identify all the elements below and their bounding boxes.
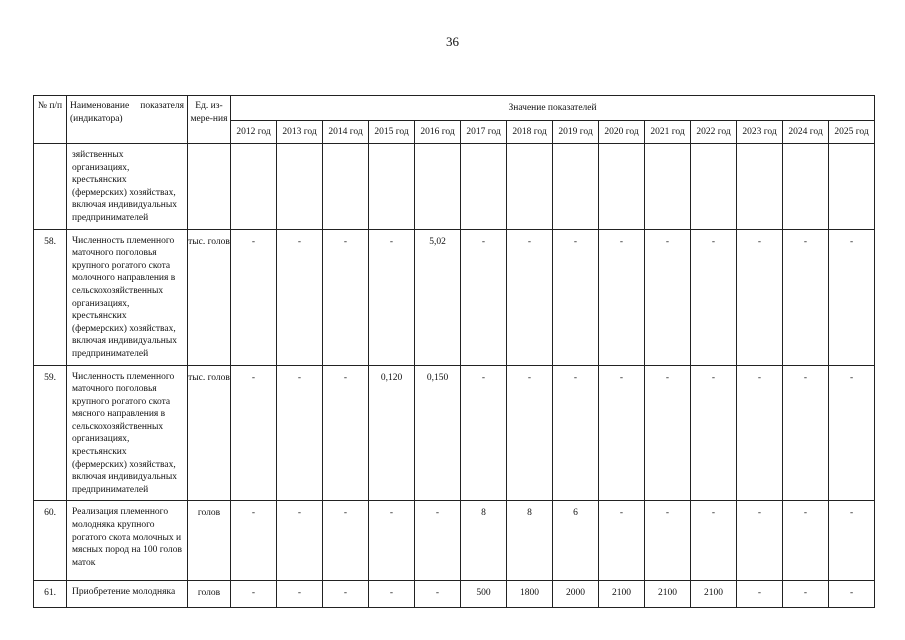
indicator-value xyxy=(599,144,645,230)
indicator-value xyxy=(369,144,415,230)
indicator-unit: голов xyxy=(188,581,231,608)
indicator-value xyxy=(231,144,277,230)
indicator-value: - xyxy=(691,365,737,501)
row-number: 59. xyxy=(34,365,67,501)
indicator-value: - xyxy=(323,229,369,365)
table-header-row xyxy=(34,96,875,121)
indicator-value: - xyxy=(599,229,645,365)
indicator-value: 0,150 xyxy=(415,365,461,501)
indicator-value: 2100 xyxy=(645,581,691,608)
indicator-value: 5,02 xyxy=(415,229,461,365)
indicator-value: - xyxy=(369,581,415,608)
indicator-value: - xyxy=(369,229,415,365)
indicator-value: - xyxy=(323,581,369,608)
indicator-value xyxy=(645,144,691,230)
header-year: 2021 год xyxy=(645,121,691,144)
indicator-value: - xyxy=(323,501,369,581)
indicator-value: - xyxy=(737,581,783,608)
indicator-value: - xyxy=(783,581,829,608)
header-year: 2023 год xyxy=(737,121,783,144)
indicator-value xyxy=(415,144,461,230)
indicator-name: Численность племенного маточного поголовья крупного рогатого скота молочного направления в сельскохозяйственных организациях, крестьянских (фермерских) хозяйствах, включая индивидуальных предпринимателей xyxy=(67,229,188,365)
indicator-value: - xyxy=(737,501,783,581)
indicator-value: 8 xyxy=(461,501,507,581)
header-year: 2018 год xyxy=(507,121,553,144)
header-year: 2024 год xyxy=(783,121,829,144)
indicators-table xyxy=(33,95,875,608)
indicator-value xyxy=(507,144,553,230)
indicator-value: - xyxy=(599,365,645,501)
indicator-value xyxy=(461,144,507,230)
indicator-value: - xyxy=(415,581,461,608)
indicator-value: - xyxy=(231,581,277,608)
indicator-value: 8 xyxy=(507,501,553,581)
indicator-value: 2100 xyxy=(599,581,645,608)
indicator-value xyxy=(323,144,369,230)
indicator-value: - xyxy=(461,229,507,365)
indicator-name: Реализация племенного молодняка крупного рогатого скота молочных и мясных пород на 100 голов маток xyxy=(67,501,188,581)
indicator-value: - xyxy=(553,229,599,365)
indicator-unit: голов xyxy=(188,501,231,581)
indicator-unit: тыс. голов xyxy=(188,229,231,365)
indicator-value: - xyxy=(829,581,875,608)
indicator-unit xyxy=(188,144,231,230)
row-number: 61. xyxy=(34,581,67,608)
indicator-value: - xyxy=(231,501,277,581)
header-year: 2012 год xyxy=(231,121,277,144)
indicator-value: - xyxy=(369,501,415,581)
header-year: 2014 год xyxy=(323,121,369,144)
indicator-value xyxy=(737,144,783,230)
indicator-value: - xyxy=(829,501,875,581)
indicator-value: - xyxy=(737,365,783,501)
indicator-value: - xyxy=(691,501,737,581)
header-year: 2015 год xyxy=(369,121,415,144)
indicator-value: - xyxy=(507,229,553,365)
indicator-value: - xyxy=(507,365,553,501)
header-values: Значение показателей xyxy=(231,96,875,121)
indicator-value xyxy=(277,144,323,230)
indicator-value: - xyxy=(231,229,277,365)
indicator-value: - xyxy=(599,501,645,581)
header-unit: Ед. из-мере-ния xyxy=(188,96,231,144)
indicator-value: - xyxy=(783,365,829,501)
indicator-value: - xyxy=(645,501,691,581)
header-number: № п/п xyxy=(34,96,67,144)
indicator-value: - xyxy=(829,365,875,501)
indicator-value xyxy=(553,144,599,230)
indicator-value: - xyxy=(553,365,599,501)
indicator-value: 2000 xyxy=(553,581,599,608)
indicator-value: - xyxy=(277,365,323,501)
indicator-value: - xyxy=(277,581,323,608)
header-year: 2017 год xyxy=(461,121,507,144)
indicator-value: - xyxy=(231,365,277,501)
indicator-value: - xyxy=(829,229,875,365)
indicator-value: 1800 xyxy=(507,581,553,608)
table-row xyxy=(34,144,875,230)
header-year: 2020 год xyxy=(599,121,645,144)
indicator-value: 2100 xyxy=(691,581,737,608)
indicator-value xyxy=(691,144,737,230)
row-number: 60. xyxy=(34,501,67,581)
row-number xyxy=(34,144,67,230)
header-year: 2025 год xyxy=(829,121,875,144)
table-row xyxy=(34,365,875,501)
table-body xyxy=(34,144,875,608)
indicator-value: - xyxy=(783,501,829,581)
indicator-value: 500 xyxy=(461,581,507,608)
table-row xyxy=(34,229,875,365)
indicator-value: - xyxy=(783,229,829,365)
header-year: 2013 год xyxy=(277,121,323,144)
indicator-value xyxy=(783,144,829,230)
indicator-name: Приобретение молодняка xyxy=(67,581,188,608)
indicator-name: Численность племенного маточного поголовья крупного рогатого скота мясного направления в сельскохозяйственных организациях, крестьянских (фермерских) хозяйствах, включая индивидуальных предпринимателей xyxy=(67,365,188,501)
indicator-value: - xyxy=(691,229,737,365)
page-number: 36 xyxy=(446,34,459,49)
row-number: 58. xyxy=(34,229,67,365)
table-row xyxy=(34,501,875,581)
indicator-unit: тыс. голов xyxy=(188,365,231,501)
indicator-value xyxy=(829,144,875,230)
indicator-value: - xyxy=(277,501,323,581)
indicator-value: 0,120 xyxy=(369,365,415,501)
indicator-value: - xyxy=(461,365,507,501)
header-year: 2022 год xyxy=(691,121,737,144)
header-year: 2016 год xyxy=(415,121,461,144)
header-year: 2019 год xyxy=(553,121,599,144)
indicator-value: - xyxy=(323,365,369,501)
table-row xyxy=(34,581,875,608)
indicator-value: - xyxy=(645,365,691,501)
indicator-value: - xyxy=(645,229,691,365)
indicator-value: 6 xyxy=(553,501,599,581)
indicator-value: - xyxy=(737,229,783,365)
header-indicator-name: Наименование показателя (индикатора) xyxy=(67,96,188,144)
indicator-value: - xyxy=(415,501,461,581)
indicator-name: зяйственных организациях, крестьянских (фермерских) хозяйствах, включая индивидуальных предпринимателей xyxy=(67,144,188,230)
indicator-value: - xyxy=(277,229,323,365)
